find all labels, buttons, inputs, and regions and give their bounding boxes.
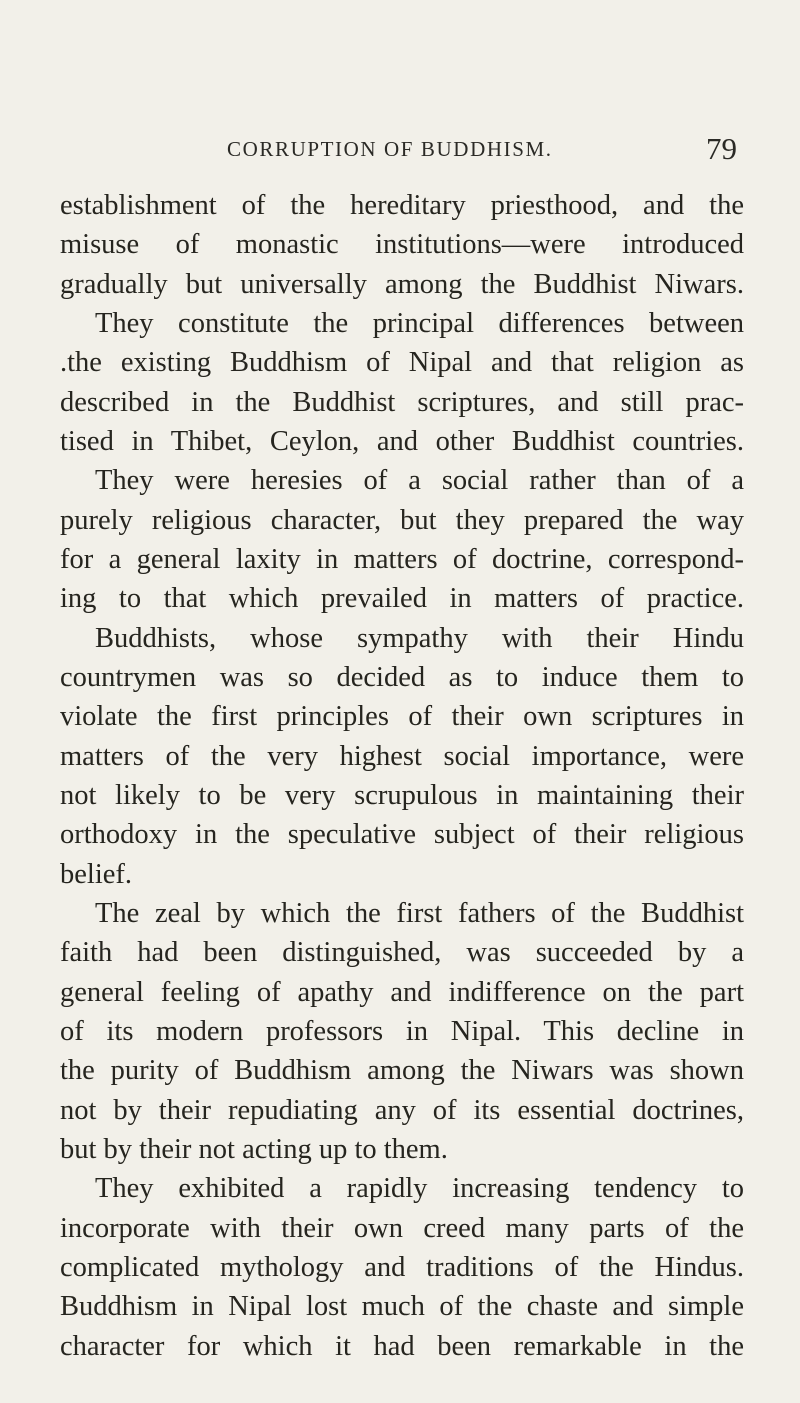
text-line: the purity of Buddhism among the Niwars was shown bbox=[60, 1055, 744, 1087]
text-line: described in the Buddhist scriptures, and still prac- bbox=[60, 386, 744, 418]
text-line: faith had been distinguished, was succeeded by a bbox=[60, 937, 744, 969]
text-line: misuse of monastic institutions—were introduced bbox=[60, 229, 744, 261]
text-line: They were heresies of a social rather than of a bbox=[95, 465, 744, 497]
text-line: ing to that which prevailed in matters of practice. bbox=[60, 583, 744, 615]
text-line: general feeling of apathy and indifference on the part bbox=[60, 976, 744, 1008]
chapter-title: CORRUPTION OF BUDDHISM. bbox=[227, 137, 553, 161]
text-line: of its modern professors in Nipal. This decline in bbox=[60, 1015, 744, 1047]
text-line: not by their repudiating any of its essential doctrines, bbox=[60, 1094, 744, 1126]
text-line: purely religious character, but they prepared the way bbox=[60, 504, 744, 536]
text-line: orthodoxy in the speculative subject of their religious bbox=[60, 819, 744, 851]
text-line: but by their not acting up to them. bbox=[60, 1133, 448, 1165]
text-line: violate the first principles of their own scriptures in bbox=[60, 701, 744, 733]
text-line: The zeal by which the first fathers of the Buddhist bbox=[95, 897, 744, 929]
running-head bbox=[0, 133, 800, 167]
text-line: establishment of the hereditary priesthood, and the bbox=[60, 190, 744, 221]
text-line: countrymen was so decided as to induce them to bbox=[60, 661, 744, 693]
text-line: incorporate with their own creed many parts of the bbox=[60, 1212, 744, 1244]
body-text bbox=[0, 186, 800, 1366]
text-line: not likely to be very scrupulous in maintaining their bbox=[60, 779, 744, 811]
text-line: .the existing Buddhism of Nipal and that religion as bbox=[60, 347, 744, 379]
text-line: belief. bbox=[60, 858, 133, 890]
text-line: They constitute the principal differences between bbox=[95, 307, 744, 339]
text-line: matters of the very highest social importance, were bbox=[60, 740, 744, 772]
text-line: Buddhism in Nipal lost much of the chaste and simple bbox=[60, 1291, 744, 1323]
text-line: complicated mythology and traditions of the Hindus. bbox=[60, 1251, 744, 1283]
page-number: 79 bbox=[706, 131, 737, 166]
text-line: They exhibited a rapidly increasing tendency to bbox=[95, 1173, 744, 1205]
text-line: Buddhists, whose sympathy with their Hindu bbox=[95, 622, 744, 654]
text-line: tised in Thibet, Ceylon, and other Buddhist countries. bbox=[60, 425, 744, 457]
text-line: gradually but universally among the Buddhist Niwars. bbox=[60, 268, 744, 300]
text-line: for a general laxity in matters of doctrine, correspond- bbox=[60, 543, 744, 575]
text-line: character for which it had been remarkable in the bbox=[60, 1330, 744, 1362]
